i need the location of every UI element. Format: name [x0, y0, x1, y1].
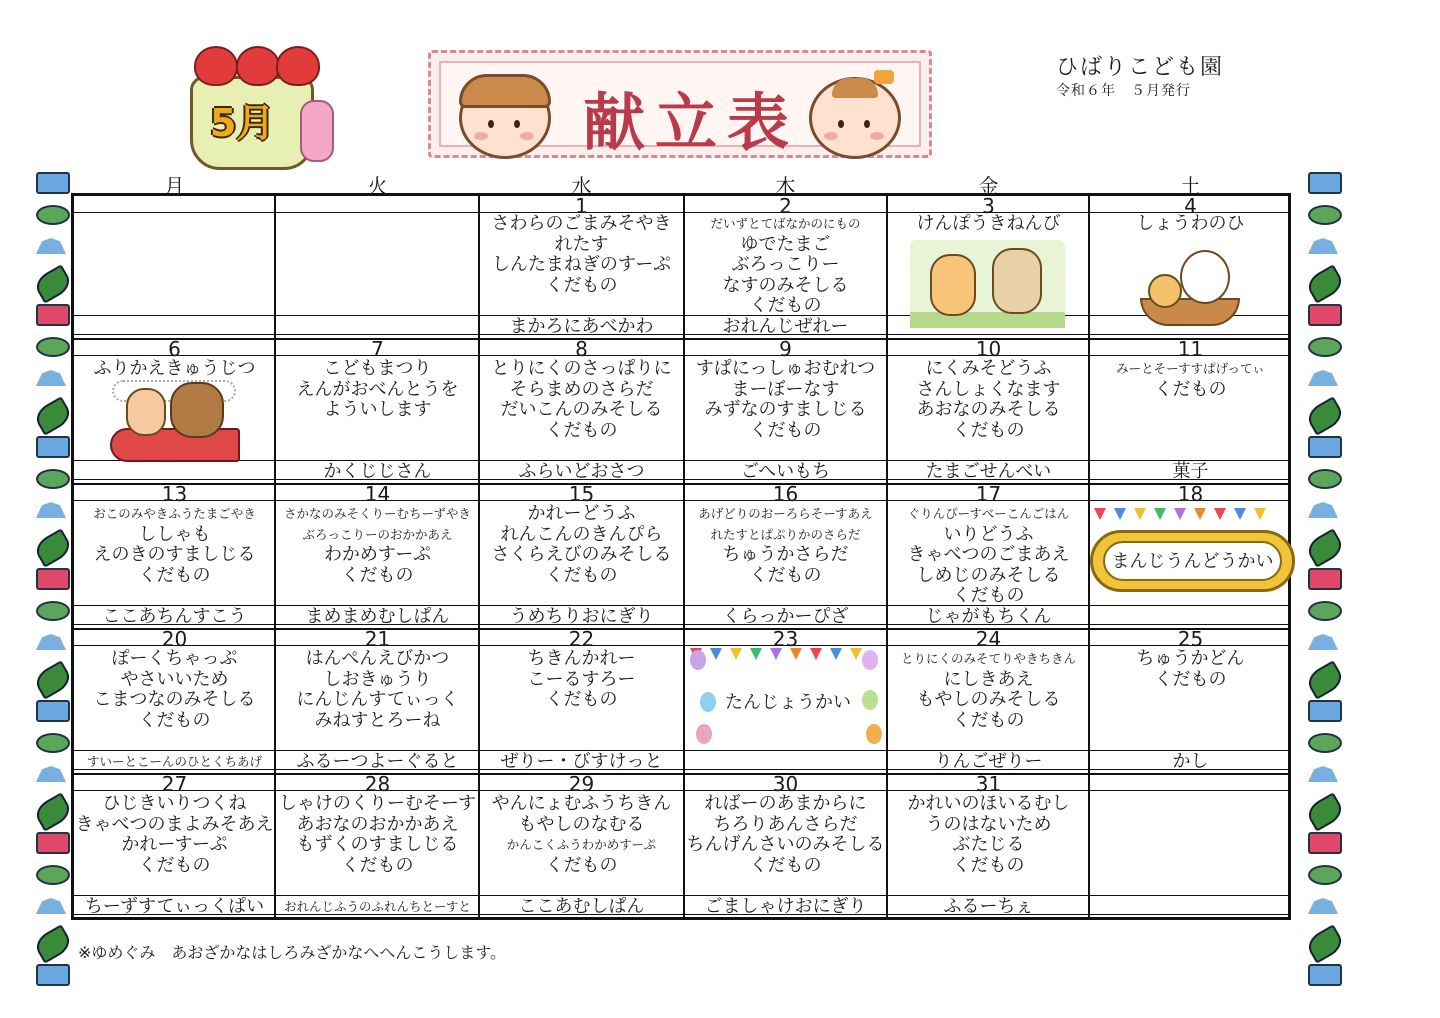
snack-item: ごましゃけおにぎり [704, 896, 867, 917]
kashiwa-mochi-icon [36, 865, 70, 885]
menu-list [73, 504, 276, 586]
menu-list [1089, 359, 1292, 400]
menu-list [684, 504, 887, 586]
kashiwa-mochi-icon [1308, 733, 1342, 753]
menu-list [73, 359, 276, 380]
kashiwa-mochi-icon [36, 733, 70, 753]
boy-face-icon [459, 77, 551, 159]
menu-item: やんにょむふうちきん [491, 793, 672, 814]
date-number: 11 [1177, 337, 1204, 361]
menu-list [480, 214, 683, 296]
grid-line [71, 460, 1291, 461]
menu-item: かれいのほいるむし [907, 793, 1070, 814]
snack-item: ここあちんすこう [102, 606, 247, 627]
menu-item: ぶろっこりー [731, 254, 840, 275]
date-number: 25 [1177, 627, 1204, 651]
date-number: 2 [779, 194, 792, 218]
menu-item: ちゅうかさらだ [722, 544, 849, 565]
menu-list [276, 359, 479, 421]
flag-icon [1234, 508, 1246, 520]
menu-list [276, 504, 479, 586]
balloon-icon [866, 724, 882, 744]
menu-item: くだもの [138, 709, 211, 731]
date-number: 20 [161, 627, 188, 651]
flag-icon [1094, 508, 1106, 520]
leaf-icon [1304, 660, 1346, 700]
date-number: 17 [975, 482, 1002, 506]
snack-item: かくじじさん [323, 461, 432, 482]
date-number: 24 [975, 627, 1002, 651]
menu-item: ぐりんぴーすべーこんごはん [907, 506, 1070, 521]
menu-item: はんぺんえびかつ [305, 648, 450, 669]
menu-item: しおきゅうり [323, 668, 432, 690]
weekday-header: 金 [978, 174, 999, 198]
date-number: 8 [575, 337, 588, 361]
menu-item: ぶたじる [952, 834, 1025, 855]
menu-item: ぽーくちゃっぷ [111, 648, 238, 669]
menu-item: さかなのみそくりーむちーずやき [284, 506, 471, 521]
menu-item: だいこんのみそしる [500, 399, 663, 420]
date-number: 3 [982, 194, 995, 218]
strawberry-icon [276, 46, 320, 86]
girl-face-icon [809, 77, 901, 159]
weekday-header: 水 [571, 174, 592, 198]
menu-item: だいずとてばなかのにもの [710, 216, 861, 231]
kabuto-icon [36, 634, 66, 650]
kabuto-icon [1308, 898, 1338, 914]
menu-item: こまつなのみそしる [93, 689, 256, 710]
flag-icon [1254, 508, 1266, 520]
menu-list [480, 504, 683, 586]
menu-item: ればーのあまからに [704, 793, 867, 814]
menu-item: とりにくのさっぱりに [491, 358, 672, 379]
flag-icon [830, 648, 842, 660]
month-badge [180, 40, 340, 165]
snack-item: たまごせんべい [925, 461, 1052, 482]
menu-item: さわらのごまみそやき [491, 213, 672, 234]
footnote: ※ゆめぐみ あおざかなはしろみざかなへへんこうします。 [78, 943, 507, 962]
koinobori-icon [1308, 436, 1342, 458]
menu-item: にくみそどうふ [925, 358, 1052, 379]
koinobori-icon [1308, 568, 1342, 590]
snack-item: じゃがもちくん [925, 606, 1052, 627]
school-name: ひばりこども園 [1056, 55, 1225, 80]
koinobori-icon [1308, 304, 1342, 326]
snack-item: ぜりー・びすけっと [500, 751, 663, 772]
leaf-icon [1304, 792, 1346, 832]
balloon-icon [690, 650, 706, 670]
birthday-bunting-icon [690, 648, 886, 664]
menu-item: もやしのみそしる [916, 689, 1061, 710]
koinobori-icon [36, 832, 70, 854]
rabbit-icon [300, 100, 334, 162]
menu-item: みーとそーすすぱげってぃ [1116, 361, 1265, 376]
menu-item: なすのみそしる [722, 274, 849, 296]
flag-icon [770, 648, 782, 660]
flag-icon [1194, 508, 1206, 520]
menu-list [887, 359, 1090, 441]
snack-item: ごへいもち [740, 461, 831, 482]
snack-item: ふるーちぇ [943, 896, 1034, 917]
koinobori-icon [36, 568, 70, 590]
koinobori-icon [36, 700, 70, 722]
menu-item: ぶろっこりーのおかかあえ [302, 526, 453, 542]
snack-item: うめちりおにぎり [509, 606, 654, 627]
menu-item: うのはないため [925, 813, 1052, 835]
snack-item: ふらいどおさつ [518, 461, 645, 482]
date-number: 28 [364, 772, 391, 796]
menu-item: くだもの [138, 564, 211, 586]
page-title: 献立表 [582, 86, 799, 159]
kabuto-icon [1308, 370, 1338, 386]
date-number: 14 [364, 482, 391, 506]
menu-item: とりにくのみそてりやきちきん [900, 651, 1076, 666]
date-number: 18 [1177, 482, 1204, 506]
snack-item: りんごぜりー [934, 751, 1043, 772]
menu-item: きゃべつのごまあえ [907, 544, 1070, 565]
menu-item: くだもの [952, 709, 1025, 731]
menu-item: みずなのすましじる [704, 399, 867, 420]
menu-item: さくらえびのみそしる [491, 544, 672, 565]
menu-item: かんこくふうわかめすーぷ [506, 837, 657, 852]
flag-icon [750, 648, 762, 660]
flag-icon [710, 648, 722, 660]
menu-list [684, 794, 887, 876]
carp-streamer-illustration [108, 378, 238, 470]
menu-item: くだもの [952, 585, 1025, 606]
kabuto-icon [36, 898, 66, 914]
menu-item: こどもまつり [323, 358, 432, 379]
snack-item: ここあむしぱん [518, 896, 645, 917]
grid-line [71, 605, 1291, 606]
balloon-icon [696, 724, 712, 744]
grid-line [71, 315, 1291, 316]
menu-item: くだもの [545, 854, 618, 876]
menu-item: あおなのみそしる [916, 399, 1061, 420]
date-number: 30 [772, 772, 799, 796]
sports-day-illustration [1090, 530, 1295, 592]
flag-icon [1154, 508, 1166, 520]
menu-list [887, 649, 1090, 731]
month-label: 5月 [210, 101, 275, 145]
menu-item: くだもの [749, 854, 822, 876]
birds-nest-illustration [1140, 240, 1240, 326]
menu-list [73, 794, 276, 876]
menu-item: ひじきいりつくね [102, 793, 247, 814]
menu-item: えのきのすましじる [93, 544, 256, 565]
kabuto-icon [36, 238, 66, 254]
snack-item: くらっかーぴざ [722, 606, 849, 627]
title-banner [428, 50, 932, 158]
date-number: 15 [568, 482, 595, 506]
farming-kids-illustration [910, 240, 1065, 328]
issue-date: 令和６年 ５月発行 [1056, 83, 1191, 99]
menu-item: しゃけのくりーむそーす [278, 793, 477, 814]
kabuto-icon [1308, 502, 1338, 518]
leaf-icon [1304, 528, 1346, 568]
menu-item: くだもの [1154, 378, 1227, 400]
date-number: 16 [772, 482, 799, 506]
koinobori-icon [1308, 832, 1342, 854]
menu-item: くだもの [545, 689, 618, 710]
koinobori-icon [1308, 172, 1342, 194]
date-number: 22 [568, 627, 595, 651]
menu-item: やさいいため [120, 668, 229, 690]
snack-item: すいーとこーんのひとくちあげ [86, 754, 262, 769]
kabuto-icon [1308, 238, 1338, 254]
menu-item: あおなのおかかあえ [296, 813, 459, 835]
menu-item: くだもの [545, 419, 618, 441]
kashiwa-mochi-icon [1308, 865, 1342, 885]
menu-item: しんたまねぎのすーぷ [491, 254, 672, 275]
menu-list [480, 649, 683, 711]
leaf-icon [32, 660, 74, 700]
snack-item: おれんじふうのふれんちとーすと [284, 899, 471, 914]
menu-item: しめじのみそしる [916, 564, 1061, 586]
menu-list [480, 794, 683, 876]
koinobori-icon [1308, 700, 1342, 722]
snack-item: ふるーつよーぐると [296, 751, 459, 772]
menu-item: あげどりのおーろらそーすあえ [698, 506, 873, 521]
menu-item: もずくのすましじる [296, 834, 459, 855]
koinobori-icon [36, 172, 70, 194]
menu-list [887, 504, 1090, 607]
leaf-icon [32, 264, 74, 304]
snack-item: 菓子 [1172, 461, 1209, 482]
weekday-header: 木 [775, 174, 796, 198]
menu-list [1089, 649, 1292, 690]
kabuto-icon [1308, 766, 1338, 782]
snack-item: まめまめむしぱん [305, 606, 450, 627]
menu-list [684, 359, 887, 441]
menu-list [73, 649, 276, 731]
flag-icon [730, 648, 742, 660]
menu-item: すぱにっしゅおむれつ [695, 358, 876, 379]
date-number: 13 [161, 482, 188, 506]
leaf-icon [1304, 396, 1346, 436]
kashiwa-mochi-icon [1308, 205, 1342, 225]
flag-icon [810, 648, 822, 660]
grid-line [71, 750, 1291, 751]
menu-item: くだもの [341, 564, 414, 586]
menu-item: くだもの [1154, 668, 1227, 690]
event-label: まんじうんどうかい [1111, 551, 1274, 572]
kashiwa-mochi-icon [1308, 469, 1342, 489]
menu-item: ふりかえきゅうじつ [93, 358, 256, 379]
weekday-header: 月 [164, 174, 185, 198]
menu-list [887, 794, 1090, 876]
menu-item: しょうわのひ [1136, 213, 1245, 234]
menu-item: わかめすーぷ [323, 544, 432, 565]
kashiwa-mochi-icon [36, 205, 70, 225]
flag-icon [1114, 508, 1126, 520]
menu-list [684, 214, 887, 317]
menu-item: くだもの [749, 564, 822, 586]
date-number: 21 [364, 627, 391, 651]
menu-item: にしきあえ [943, 668, 1034, 690]
flag-icon [1174, 508, 1186, 520]
menu-item: えんがおべんとうを [296, 378, 459, 400]
menu-item: くだもの [545, 274, 618, 296]
kabuto-icon [36, 370, 66, 386]
event-label: たんじょうかい [725, 692, 851, 713]
menu-item: けんぽうきねんび [916, 213, 1061, 234]
kabuto-icon [1308, 634, 1338, 650]
menu-item: まーぼーなす [731, 378, 840, 400]
menu-item: こーるすろー [527, 668, 636, 690]
menu-item: そらまめのさらだ [509, 378, 654, 400]
menu-item: ししゃも [138, 523, 211, 545]
kashiwa-mochi-icon [36, 337, 70, 357]
kashiwa-mochi-icon [1308, 601, 1342, 621]
snack-item: ちーずすてぃっくぱい [84, 896, 265, 917]
menu-item: くだもの [749, 419, 822, 441]
date-number: 29 [568, 772, 595, 796]
menu-list [887, 214, 1090, 235]
menu-list [1089, 214, 1292, 235]
menu-item: くだもの [952, 854, 1025, 876]
leaf-icon [32, 528, 74, 568]
menu-item: くだもの [545, 564, 618, 586]
strawberry-icon [236, 46, 280, 86]
kashiwa-mochi-icon [1308, 337, 1342, 357]
menu-list [276, 794, 479, 876]
menu-item: ちんげんさいのみそしる [686, 834, 885, 855]
snack-item: おれんじぜれー [722, 316, 849, 337]
menu-item: ちゅうかどん [1136, 648, 1245, 669]
snack-item: かし [1172, 751, 1209, 772]
menu-item: にんじんすてぃっく [296, 689, 459, 710]
menu-item: れたす [554, 233, 609, 255]
menu-item: みねすとろーね [314, 709, 441, 731]
menu-item: れんこんのきんぴら [500, 523, 663, 545]
balloon-icon [862, 650, 878, 670]
koinobori-icon [1308, 964, 1342, 986]
menu-item: よういします [323, 399, 432, 420]
menu-item: れたすとぱぷりかのさらだ [710, 526, 861, 542]
koinobori-icon [36, 304, 70, 326]
menu-item: くだもの [341, 854, 414, 876]
menu-item: くだもの [749, 295, 822, 316]
menu-item: きゃべつのまよみそあえ [75, 813, 274, 835]
leaf-icon [32, 396, 74, 436]
date-number: 4 [1184, 194, 1197, 218]
menu-list [480, 359, 683, 441]
date-number: 23 [772, 627, 799, 651]
menu-item: もやしのなむる [518, 813, 645, 835]
kashiwa-mochi-icon [36, 601, 70, 621]
leaf-icon [32, 924, 74, 964]
koinobori-icon [36, 436, 70, 458]
date-number: 9 [779, 337, 792, 361]
date-number: 6 [168, 337, 181, 361]
menu-item: かれーすーぷ [121, 834, 228, 855]
flag-icon [1134, 508, 1146, 520]
leaf-icon [32, 792, 74, 832]
date-number: 1 [575, 194, 588, 218]
kashiwa-mochi-icon [36, 469, 70, 489]
menu-list [276, 649, 479, 731]
flag-icon [790, 648, 802, 660]
kabuto-icon [36, 502, 66, 518]
date-number: 27 [161, 772, 188, 796]
menu-item: くだもの [952, 419, 1025, 441]
weekday-header: 土 [1180, 174, 1201, 198]
strawberry-icon [194, 46, 238, 86]
date-number: 7 [371, 337, 384, 361]
menu-item: ちろりあんさらだ [713, 813, 858, 835]
date-number: 31 [975, 772, 1002, 796]
menu-item: ゆでたまご [740, 233, 831, 255]
date-number: 10 [975, 337, 1002, 361]
bunting-flags-icon [1094, 508, 1290, 524]
menu-item: いりどうふ [943, 523, 1034, 545]
menu-item: おこのみやきふうたまごやき [93, 506, 256, 521]
flag-icon [850, 648, 862, 660]
menu-item: くだもの [138, 854, 211, 876]
menu-item: ちきんかれー [527, 648, 636, 669]
weekday-header: 火 [367, 174, 388, 198]
kabuto-icon [36, 766, 66, 782]
menu-item: さんしょくなます [916, 378, 1061, 400]
leaf-icon [1304, 264, 1346, 304]
flag-icon [1214, 508, 1226, 520]
leaf-icon [1304, 924, 1346, 964]
snack-item: まかろにあべかわ [509, 316, 654, 337]
koinobori-icon [36, 964, 70, 986]
menu-item: かれーどうふ [527, 503, 636, 524]
